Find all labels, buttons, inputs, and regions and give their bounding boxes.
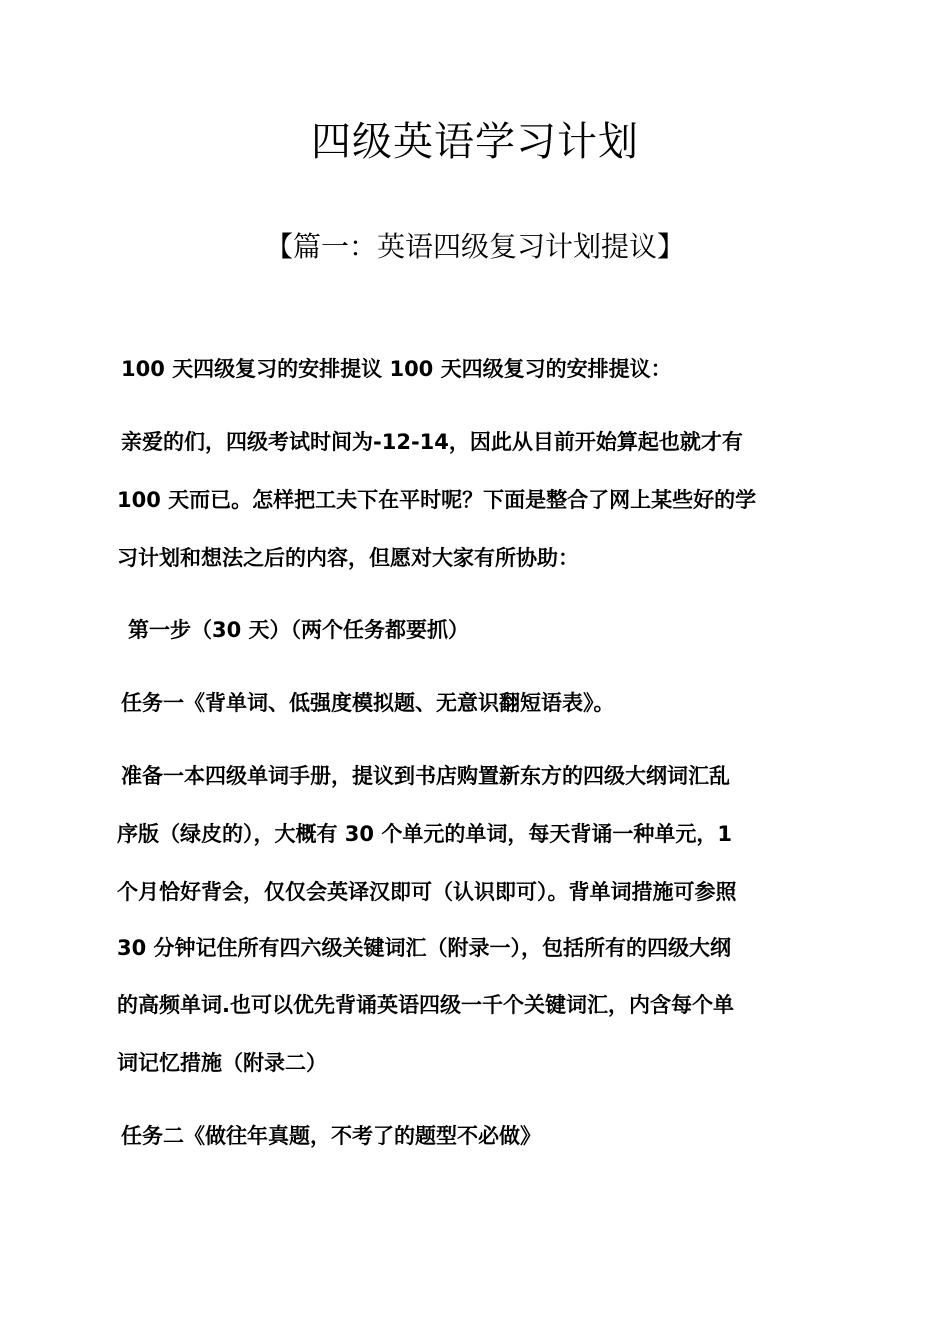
paragraph-line-12: 词记忆措施（附录二） [117, 1051, 327, 1075]
paragraph-line-1: 100 天四级复习的安排提议 100 天四级复习的安排提议： [121, 357, 672, 381]
paragraph-line-2: 亲爱的们，四级考试时间为-12-14，因此从目前开始算起也就才有 [121, 430, 743, 454]
task-two-heading: 任务二《做往年真题，不考了的题型不必做》 [121, 1124, 541, 1148]
paragraph-line-11: 的高频单词.也可以优先背诵英语四级一千个关键词汇，内含每个单 [117, 993, 734, 1017]
paragraph-line-7: 准备一本四级单词手册，提议到书店购置新东方的四级大纲词汇乱 [121, 764, 730, 788]
document-title: 四级英语学习计划 [311, 119, 639, 165]
paragraph-line-4: 习计划和想法之后的内容，但愿对大家有所协助： [117, 546, 579, 570]
paragraph-line-3: 100 天而已。怎样把工夫下在平时呢？下面是整合了网上某些好的学 [117, 488, 757, 512]
paragraph-line-10: 30 分钟记住所有四六级关键词汇（附录一），包括所有的四级大纲 [117, 936, 732, 960]
document-subtitle: 【篇一：英语四级复习计划提议】 [264, 230, 685, 263]
paragraph-line-9: 个月恰好背会，仅仅会英译汉即可（认识即可）。背单词措施可参照 [117, 880, 737, 904]
step-heading: 第一步（30 天）（两个任务都要抓） [128, 618, 470, 642]
task-one-heading: 任务一《背单词、低强度模拟题、无意识翻短语表》。 [121, 691, 615, 715]
paragraph-line-8: 序版（绿皮的），大概有 30 个单元的单词，每天背诵一种单元，1 [117, 822, 732, 846]
